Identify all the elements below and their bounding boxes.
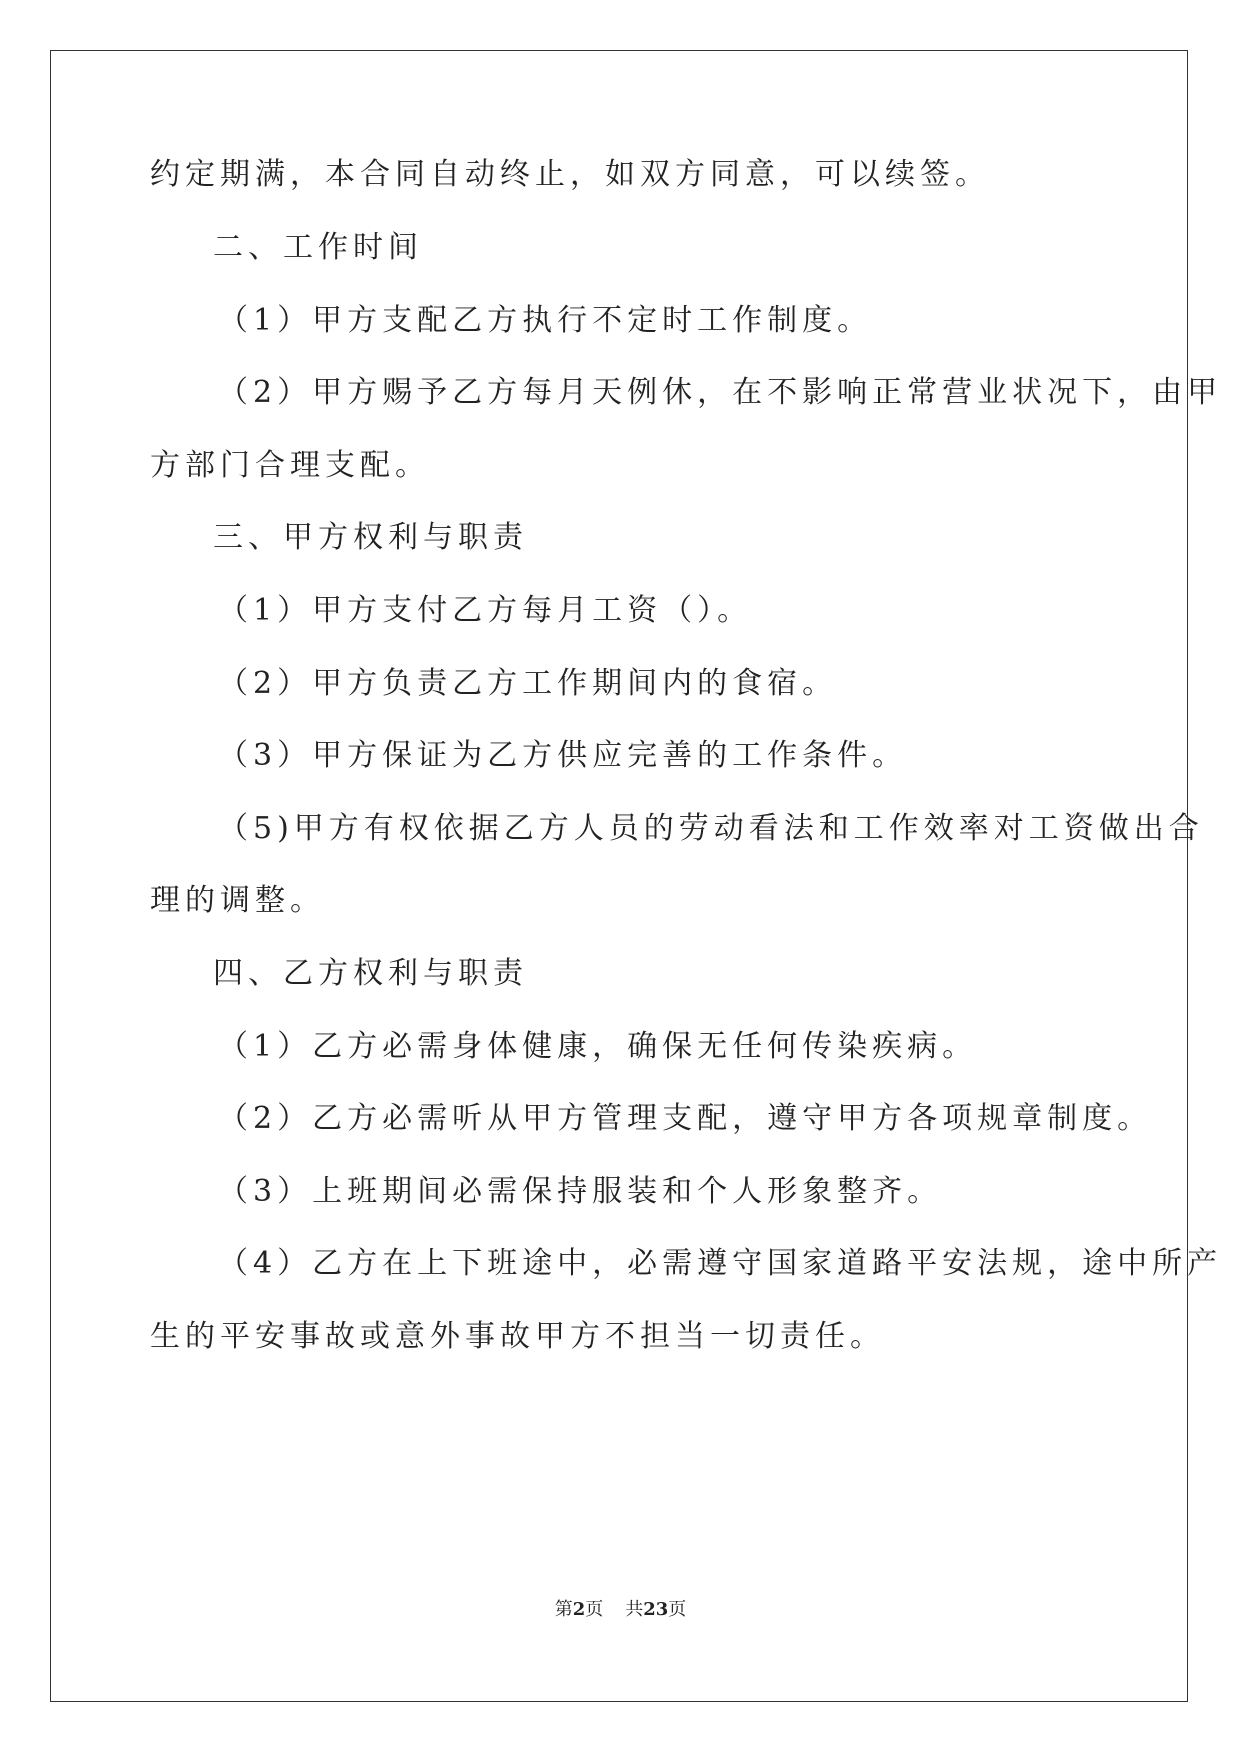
footer-total-unit: 页 [668, 1599, 687, 1620]
section-heading: 二、工作时间 [213, 230, 423, 265]
list-item: （4）乙方在上下班途中，必需遵守国家道路平安法规，途中所产 [218, 1246, 1223, 1281]
section-heading: 四、乙方权利与职责 [213, 956, 528, 991]
list-item: （3）甲方保证为乙方供应完善的工作条件。 [218, 738, 908, 773]
list-item: （2）甲方负责乙方工作期间内的食宿。 [218, 666, 838, 701]
footer-total-prefix: 共 [625, 1599, 644, 1620]
footer-prefix: 第 [554, 1599, 573, 1620]
list-item: （1）甲方支配乙方执行不定时工作制度。 [218, 303, 873, 338]
paragraph-line: 方部门合理支配。 [150, 448, 430, 483]
list-item: （3）上班期间必需保持服装和个人形象整齐。 [218, 1174, 943, 1209]
page-border [50, 50, 1188, 1702]
paragraph-line: 约定期满，本合同自动终止，如双方同意，可以续签。 [150, 157, 990, 192]
paragraph-line: 理的调整。 [150, 883, 325, 918]
page-number: 2 [572, 1599, 586, 1620]
section-heading: 三、甲方权利与职责 [213, 520, 528, 555]
list-item: （1）甲方支付乙方每月工资（）。 [218, 593, 753, 628]
list-item: （2）乙方必需听从甲方管理支配，遵守甲方各项规章制度。 [218, 1101, 1153, 1136]
footer-page-unit: 页 [585, 1599, 604, 1620]
page-footer [0, 1598, 1241, 1622]
list-item: （1）乙方必需身体健康，确保无任何传染疾病。 [218, 1029, 978, 1064]
paragraph-line: 生的平安事故或意外事故甲方不担当一切责任。 [150, 1319, 885, 1354]
total-pages: 23 [643, 1599, 669, 1620]
list-item: （2）甲方赐予乙方每月天例休，在不影响正常营业状况下，由甲 [218, 375, 1223, 410]
list-item: （5)甲方有权依据乙方人员的劳动看法和工作效率对工资做出合 [218, 811, 1204, 846]
